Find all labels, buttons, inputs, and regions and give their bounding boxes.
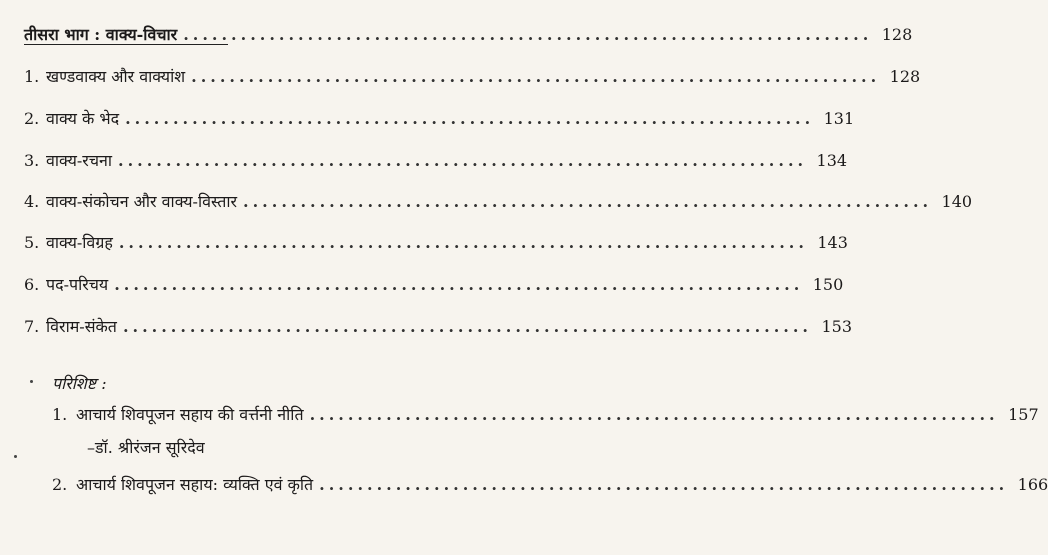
- entry-number: 7.: [24, 317, 40, 336]
- entry-number: 6.: [24, 275, 40, 294]
- entry-number: 4.: [24, 192, 40, 211]
- appendix-entry: [52, 468, 1048, 496]
- entry-title: वाक्य-संकोचन और वाक्य-विस्तार: [46, 192, 238, 211]
- toc-entry: [24, 60, 921, 88]
- page-number: 143: [817, 233, 848, 252]
- page-number: 128: [889, 67, 921, 86]
- entry-author: –डॉ. श्रीरंजन सूरिदेव: [87, 438, 205, 457]
- page-number: 131: [823, 109, 855, 128]
- toc-entry: [24, 102, 855, 130]
- entry-title: पद-परिचय: [46, 275, 109, 294]
- page-number: 140: [941, 192, 973, 211]
- dot-leader: ........................................................................: [118, 151, 808, 170]
- page-number: 153: [821, 317, 852, 336]
- section-title: तीसरा भाग : वाक्य-विचार: [24, 25, 178, 44]
- toc-entry: [24, 310, 852, 338]
- dot-leader: ........................................................................: [319, 475, 1009, 494]
- appendix-label: परिशिष्ट :: [52, 374, 107, 393]
- entry-number: 3.: [24, 151, 40, 170]
- dot-leader: ........................................................................: [114, 275, 804, 294]
- page-number: 157: [1008, 405, 1039, 424]
- page-number: 128: [881, 25, 913, 44]
- dot-leader: ........................................................................: [122, 317, 812, 336]
- page-number: 166: [1017, 475, 1048, 494]
- entry-number: 1.: [24, 67, 40, 86]
- entry-title: वाक्य-रचना: [46, 151, 113, 170]
- entry-title: वाक्य-विग्रह: [46, 233, 113, 252]
- entry-title: आचार्य शिवपूजन सहाय: व्यक्ति एवं कृति: [76, 475, 314, 494]
- heading-underline: [24, 44, 228, 45]
- page-number: 134: [816, 151, 848, 170]
- dot-leader: ........................................................................: [183, 25, 873, 44]
- toc-entry: [24, 144, 848, 172]
- toc-entry: [24, 268, 844, 296]
- entry-title: विराम-संकेत: [46, 317, 117, 336]
- entry-title: वाक्य के भेद: [46, 109, 120, 128]
- margin-mark: [30, 380, 33, 383]
- dot-leader: ........................................................................: [118, 233, 808, 252]
- toc-entry: [24, 185, 973, 213]
- appendix-entry: [52, 398, 1039, 426]
- dot-leader: ........................................................................: [309, 405, 999, 424]
- entry-number: 2.: [52, 475, 68, 494]
- dot-leader: ........................................................................: [125, 109, 815, 128]
- entry-number: 2.: [24, 109, 40, 128]
- dot-leader: ........................................................................: [191, 67, 881, 86]
- dot-leader: ........................................................................: [243, 192, 933, 211]
- margin-mark: [14, 455, 17, 458]
- entry-number: 1.: [52, 405, 68, 424]
- section-heading: [24, 18, 913, 46]
- page-number: 150: [812, 275, 844, 294]
- entry-number: 5.: [24, 233, 40, 252]
- entry-title: खण्डवाक्य और वाक्यांश: [46, 67, 186, 86]
- entry-title: आचार्य शिवपूजन सहाय की वर्त्तनी नीति: [76, 405, 304, 424]
- toc-entry: [24, 226, 848, 254]
